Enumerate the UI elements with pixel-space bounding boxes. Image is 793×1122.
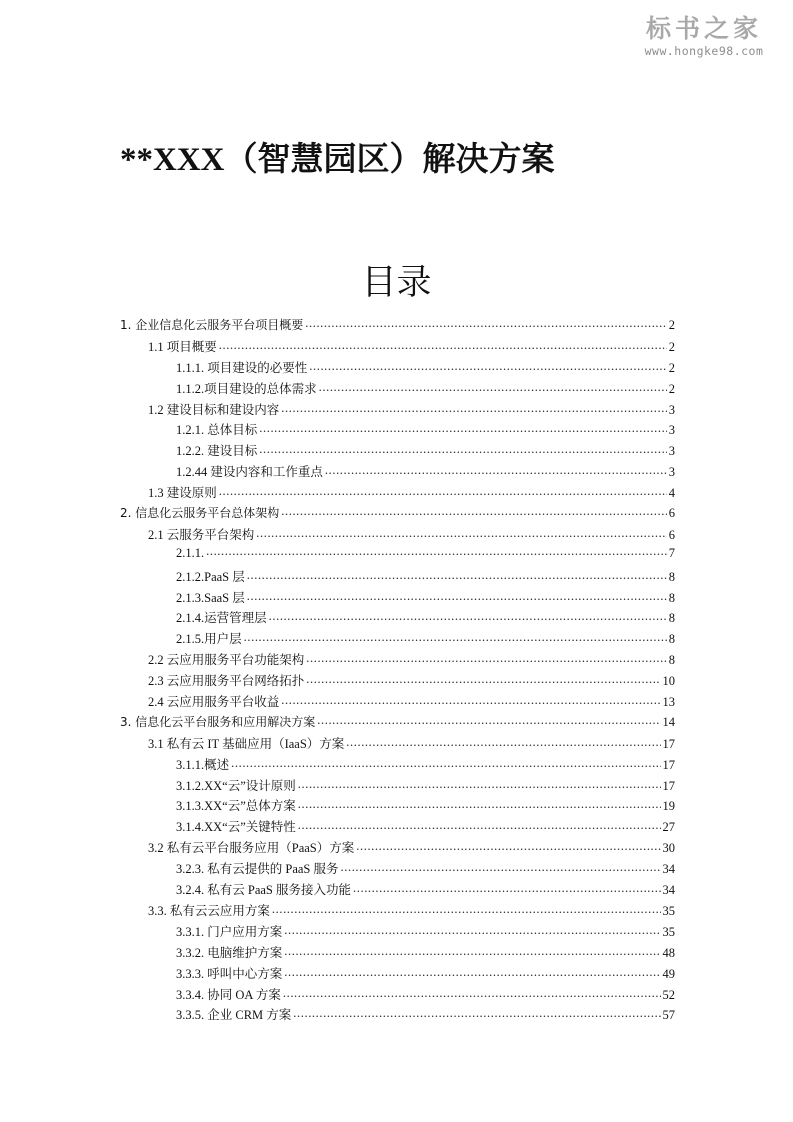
toc-entry-label: 3.1.1.概述: [176, 757, 230, 772]
toc-entry-label: 1.2.2. 建设目标: [176, 444, 258, 459]
toc-leader-dots: [306, 651, 666, 666]
toc-entry[interactable]: [120, 838, 675, 859]
toc-entry[interactable]: [120, 671, 675, 692]
toc-entry[interactable]: [120, 525, 675, 546]
toc-entry-label: 3.3.1. 门户应用方案: [176, 924, 283, 939]
toc-heading: 目录: [361, 263, 432, 302]
toc-leader-dots: [284, 965, 660, 980]
toc-entry-label: 2.1 云服务平台架构: [148, 527, 255, 542]
toc-entry-page: 3: [668, 402, 675, 417]
toc-entry[interactable]: [120, 880, 675, 901]
toc-entry-page: 35: [662, 924, 675, 939]
toc-entry[interactable]: [120, 796, 675, 817]
toc-entry[interactable]: [120, 629, 675, 650]
toc-entry-page: 34: [662, 862, 675, 877]
toc-entry[interactable]: [120, 901, 675, 922]
toc-leader-dots: [281, 504, 666, 519]
toc-entry-label: 1.1 项目概要: [148, 339, 217, 354]
toc-entry-label: 2.1.2.PaaS 层: [176, 569, 245, 584]
toc-entry-page: 3: [668, 423, 675, 438]
toc-leader-dots: [346, 735, 660, 750]
toc-entry-label: 3.3. 私有云云应用方案: [148, 903, 270, 918]
toc-entry-label: 1.1.2.项目建设的总体需求: [176, 381, 317, 396]
toc-entry-page: 27: [662, 820, 675, 835]
toc-entry[interactable]: [120, 692, 675, 713]
toc-entry[interactable]: [120, 462, 675, 483]
toc-leader-dots: [272, 902, 661, 917]
toc-entry-page: 2: [668, 318, 675, 332]
toc-entry-page: 30: [662, 841, 675, 856]
toc-entry[interactable]: [120, 755, 675, 776]
toc-entry-page: 6: [668, 527, 675, 542]
watermark-logo: 标书之家: [645, 14, 762, 43]
document-title: **XXX（智慧园区）解决方案: [120, 142, 555, 178]
toc-leader-dots: [219, 484, 667, 499]
toc-entry-label: 3.2.4. 私有云 PaaS 服务接入功能: [176, 883, 352, 898]
toc-entry-label: 2.3 云应用服务平台网络拓扑: [148, 674, 305, 689]
toc-entry[interactable]: [120, 608, 675, 629]
toc-entry-page: 17: [662, 757, 675, 772]
toc-leader-dots: [319, 380, 667, 395]
watermark: [629, 14, 779, 58]
toc-entry-label: 3.2.3. 私有云提供的 PaaS 服务: [176, 862, 339, 877]
toc-entry[interactable]: [120, 337, 675, 358]
toc-entry[interactable]: [120, 650, 675, 671]
toc-leader-dots: [293, 1006, 660, 1021]
toc-entry[interactable]: [120, 922, 675, 943]
toc-leader-dots: [231, 756, 660, 771]
toc-entry-page: 8: [668, 611, 675, 626]
toc-leader-dots: [298, 797, 661, 812]
toc-entry[interactable]: [120, 358, 675, 379]
toc-entry-page: 49: [662, 966, 675, 981]
toc-entry-label: 2.1.5.用户层: [176, 632, 242, 647]
toc-entry-page: 8: [668, 653, 675, 668]
toc-entry-label: 3.1 私有云 IT 基础应用（IaaS）方案: [148, 736, 345, 751]
toc-entry[interactable]: [120, 817, 675, 838]
toc-entry[interactable]: [120, 734, 675, 755]
toc-leader-dots: [247, 589, 667, 604]
toc-entry[interactable]: [120, 713, 675, 734]
toc-entry[interactable]: [120, 964, 675, 985]
toc-leader-dots: [341, 860, 661, 875]
toc-entry-page: 7: [668, 545, 675, 560]
toc-entry[interactable]: [120, 504, 675, 525]
toc-leader-dots: [247, 568, 667, 583]
toc-entry-label: 1.2.44 建设内容和工作重点: [176, 465, 323, 480]
toc-entry-label: 3.1.2.XX“云”设计原则: [176, 778, 296, 793]
toc-entry[interactable]: [120, 776, 675, 797]
toc-entry[interactable]: [120, 546, 675, 567]
toc-entry-label: 2.1.3.SaaS 层: [176, 590, 245, 605]
toc-entry-page: 6: [668, 506, 675, 521]
toc-leader-dots: [281, 401, 666, 416]
toc-entry-label: 3.3.3. 呼叫中心方案: [176, 966, 283, 981]
toc-entry[interactable]: [120, 441, 675, 462]
toc-leader-dots: [244, 630, 667, 645]
toc-leader-dots: [298, 777, 661, 792]
toc-entry-page: 8: [668, 632, 675, 647]
toc-entry-label: 3.1.3.XX“云”总体方案: [176, 799, 296, 814]
toc-entry-label: 2.4 云应用服务平台收益: [148, 695, 280, 710]
toc-leader-dots: [284, 923, 660, 938]
toc-entry-page: 2: [668, 381, 675, 396]
toc-entry-label: 1.1.1. 项目建设的必要性: [176, 360, 308, 375]
toc-entry-page: 8: [668, 569, 675, 584]
toc-leader-dots: [306, 672, 660, 687]
toc-entry-page: 4: [668, 486, 675, 501]
toc-entry[interactable]: [120, 1005, 675, 1026]
toc-leader-dots: [259, 442, 666, 457]
toc-leader-dots: [356, 839, 660, 854]
toc-entry-page: 3: [668, 444, 675, 459]
toc-entry-page: 35: [662, 903, 675, 918]
toc-entry-page: 34: [662, 883, 675, 898]
toc-leader-dots: [283, 986, 661, 1001]
toc-entry[interactable]: [120, 943, 675, 964]
toc-entry-label: 1.2 建设目标和建设内容: [148, 402, 280, 417]
toc-entry-label: 1.3 建设原则: [148, 486, 217, 501]
toc-leader-dots: [325, 463, 667, 478]
table-of-contents: [120, 316, 675, 1026]
toc-entry-label: 2.1.4.运营管理层: [176, 611, 267, 626]
toc-leader-dots: [256, 526, 666, 541]
toc-leader-dots: [269, 609, 667, 624]
toc-entry-label: 3.2 私有云平台服务应用（PaaS）方案: [148, 841, 355, 856]
toc-entry[interactable]: [120, 588, 675, 609]
toc-leader-dots: [206, 544, 667, 559]
toc-entry-label: 2.1.1.: [176, 545, 205, 560]
toc-entry-page: 19: [662, 799, 675, 814]
toc-entry-label: 1. 企业信息化云服务平台项目概要: [120, 318, 304, 332]
toc-entry-page: 13: [662, 695, 675, 710]
toc-leader-dots: [284, 944, 660, 959]
toc-leader-dots: [353, 881, 660, 896]
toc-entry-label: 3.3.2. 电脑维护方案: [176, 945, 283, 960]
toc-entry-page: 2: [668, 360, 675, 375]
toc-leader-dots: [298, 818, 661, 833]
toc-entry-page: 48: [662, 945, 675, 960]
toc-entry-page: 2: [668, 339, 675, 354]
toc-leader-dots: [219, 338, 667, 353]
toc-entry[interactable]: [120, 400, 675, 421]
toc-entry-page: 52: [662, 987, 675, 1002]
toc-entry[interactable]: [120, 316, 675, 337]
toc-entry[interactable]: [120, 379, 675, 400]
toc-leader-dots: [317, 713, 660, 728]
toc-leader-dots: [305, 316, 666, 331]
toc-entry-page: 57: [662, 1008, 675, 1023]
toc-leader-dots: [281, 693, 660, 708]
toc-entry-page: 3: [668, 465, 675, 480]
toc-entry[interactable]: [120, 567, 675, 588]
toc-leader-dots: [259, 421, 666, 436]
toc-entry[interactable]: [120, 859, 675, 880]
toc-entry-label: 1.2.1. 总体目标: [176, 423, 258, 438]
toc-entry-page: 17: [662, 736, 675, 751]
toc-entry-page: 8: [668, 590, 675, 605]
toc-entry[interactable]: [120, 420, 675, 441]
toc-entry-label: 3.1.4.XX“云”关键特性: [176, 820, 296, 835]
toc-entry-label: 2. 信息化云服务平台总体架构: [120, 506, 280, 521]
toc-entry-label: 2.2 云应用服务平台功能架构: [148, 653, 305, 668]
toc-entry-label: 3.3.5. 企业 CRM 方案: [176, 1008, 292, 1023]
toc-entry-page: 14: [662, 714, 675, 729]
toc-entry[interactable]: [120, 483, 675, 504]
toc-entry-label: 3. 信息化云平台服务和应用解决方案: [120, 714, 316, 729]
toc-entry[interactable]: [120, 985, 675, 1006]
toc-entry-page: 10: [662, 674, 675, 689]
toc-entry-label: 3.3.4. 协同 OA 方案: [176, 987, 281, 1002]
watermark-url: www.hongke98.com: [644, 44, 764, 58]
toc-leader-dots: [309, 359, 666, 374]
toc-entry-page: 17: [662, 778, 675, 793]
